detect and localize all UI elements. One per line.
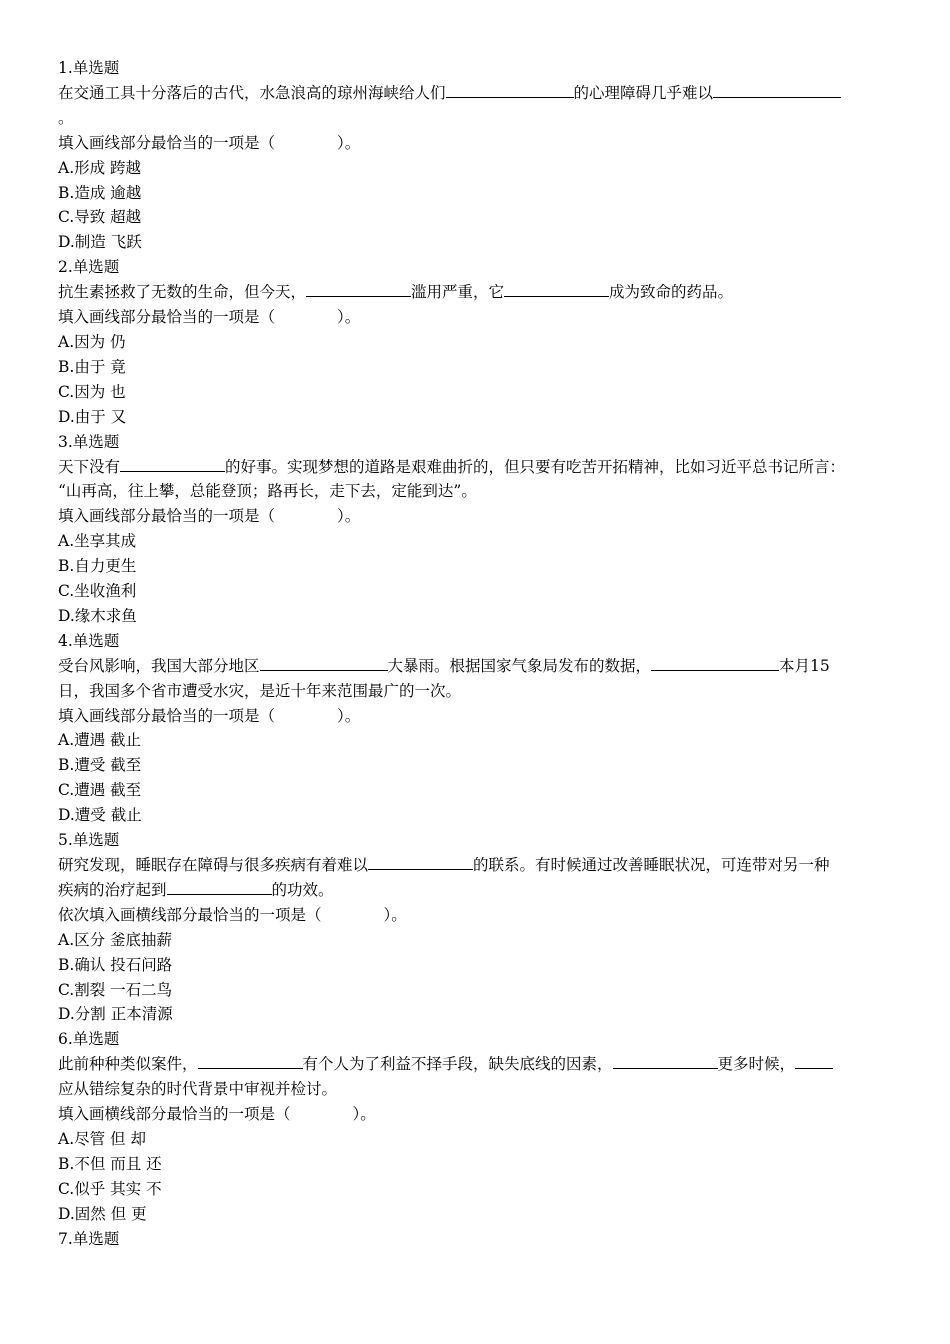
- question-prompt: [58, 504, 898, 529]
- question-6: [58, 1027, 898, 1226]
- option-c: C.割裂 一石二鸟: [58, 980, 173, 999]
- prompt-text: ）。: [337, 507, 361, 526]
- option-a: A.因为 仍: [58, 332, 126, 351]
- stem-text: 抗生素拯救了无数的生命，但今天，: [58, 283, 307, 302]
- option-d: D.固然 但 更: [58, 1204, 147, 1223]
- question-4: [58, 629, 898, 828]
- question-type: 单选题: [72, 432, 120, 451]
- stem-text: 受台风影响，我国大部分地区: [58, 656, 260, 675]
- question-prompt: [58, 1102, 898, 1127]
- stem-text: 的心理障碍几乎难以: [573, 83, 714, 102]
- question-type: 单选题: [72, 59, 120, 77]
- fill-blank: [306, 281, 411, 297]
- question-header: [58, 1227, 898, 1252]
- option-b: B.自力更生: [58, 557, 137, 576]
- stem-text: 研究发现，睡眠存在障碍与很多疾病有着难以: [58, 856, 369, 874]
- prompt-text: ）。: [352, 1105, 376, 1124]
- fill-blank: [368, 854, 473, 870]
- fill-blank: [120, 456, 225, 472]
- option-d: D.缘木求鱼: [58, 606, 137, 625]
- document-page: [58, 56, 898, 1252]
- option-b: B.确认 投石问路: [58, 955, 173, 974]
- fill-blank: [167, 879, 272, 895]
- option-a: A.尽管 但 却: [58, 1129, 146, 1148]
- option-c: C.似乎 其实 不: [58, 1179, 162, 1198]
- stem-text: 在交通工具十分落后的古代，水急浪高的琼州海峡给人们: [58, 83, 446, 102]
- option-a: A.形成 跨越: [58, 158, 142, 177]
- question-header: [58, 56, 898, 81]
- stem-text: 的联系。有时候通过改善睡眠状况，可连带对另一种: [473, 856, 830, 874]
- fill-blank: [504, 281, 609, 297]
- stem-text: 大暴雨。根据国家气象局发布的数据，: [387, 656, 652, 675]
- option-c: C.遭遇 截至: [58, 781, 142, 800]
- stem-text: 日，我国多个省市遭受水灾，是近十年来范围最广的一次。: [58, 681, 462, 700]
- fill-blank: [198, 1053, 303, 1069]
- question-stem-continued: [58, 878, 898, 903]
- prompt-text: 填入画线部分最恰当的一项是（: [58, 507, 276, 526]
- question-5: [58, 828, 898, 1027]
- question-stem: [58, 654, 898, 679]
- prompt-text: 填入画线部分最恰当的一项是（: [58, 133, 276, 152]
- option-b: B.遭受 截至: [58, 756, 142, 775]
- question-number: 3.: [58, 432, 73, 451]
- stem-text: 。: [58, 108, 74, 127]
- prompt-text: 依次填入画横线部分最恰当的一项是（: [58, 905, 322, 924]
- question-header: [58, 1027, 898, 1052]
- question-3: [58, 430, 898, 629]
- question-header: [58, 255, 898, 280]
- prompt-text: 填入画线部分最恰当的一项是（: [58, 308, 276, 327]
- stem-text: 此前种种类似案件，: [58, 1055, 198, 1074]
- question-number: 2.: [58, 258, 73, 277]
- stem-text: 更多时候，: [717, 1055, 796, 1074]
- stem-text: 天下没有: [58, 457, 121, 476]
- stem-text: 疾病的治疗起到: [58, 880, 167, 899]
- question-number: 7.: [58, 1229, 73, 1248]
- stem-text: 滥用严重，它: [411, 283, 505, 302]
- question-type: 单选题: [72, 1030, 120, 1049]
- fill-blank: [713, 82, 841, 98]
- option-b: B.由于 竟: [58, 357, 126, 376]
- question-stem: [58, 1052, 898, 1077]
- question-stem-continued: [58, 479, 898, 504]
- option-a: A.区分 釜底抽薪: [58, 930, 173, 949]
- option-c: C.因为 也: [58, 382, 126, 401]
- stem-text: 有个人为了利益不择手段，缺失底线的因素，: [302, 1055, 613, 1074]
- question-stem-continued: [58, 679, 898, 704]
- option-c: C.坐收渔利: [58, 582, 137, 601]
- prompt-text: 填入画线部分最恰当的一项是（: [58, 706, 276, 725]
- stem-text: 成为致命的药品。: [609, 283, 734, 302]
- question-stem-continued: [58, 1077, 898, 1102]
- question-number: 1.: [58, 59, 73, 77]
- question-stem: [58, 280, 898, 305]
- fill-blank: [795, 1053, 833, 1069]
- option-a: A.坐享其成: [58, 532, 137, 551]
- fill-blank: [446, 82, 574, 98]
- question-type: 单选题: [72, 258, 120, 277]
- question-1: [58, 56, 898, 255]
- question-type: 单选题: [72, 831, 120, 850]
- stem-text: 应从错综复杂的时代背景中审视并检讨。: [58, 1080, 338, 1099]
- question-type: 单选题: [72, 631, 120, 650]
- fill-blank: [260, 655, 388, 671]
- prompt-text: 填入画横线部分最恰当的一项是（: [58, 1105, 291, 1124]
- question-2: [58, 255, 898, 429]
- fill-blank: [613, 1053, 718, 1069]
- stem-text: 的功效。: [271, 880, 334, 899]
- option-a: A.遭遇 截止: [58, 731, 142, 750]
- option-b: B.不但 而且 还: [58, 1154, 162, 1173]
- question-7: [58, 1227, 898, 1252]
- question-header: [58, 629, 898, 654]
- option-c: C.导致 超越: [58, 208, 142, 227]
- stem-text: “山再高，往上攀，总能登顶；路再长，走下去，定能到达”。: [58, 482, 477, 501]
- prompt-text: ）。: [337, 308, 361, 327]
- question-prompt: [58, 305, 898, 330]
- question-stem: [58, 853, 898, 878]
- question-stem-continued: [58, 106, 898, 131]
- question-number: 6.: [58, 1030, 73, 1049]
- prompt-text: ）。: [337, 133, 361, 152]
- question-number: 4.: [58, 631, 73, 650]
- question-prompt: [58, 131, 898, 156]
- fill-blank: [651, 655, 779, 671]
- prompt-text: ）。: [337, 706, 361, 725]
- option-d: D.由于 又: [58, 407, 127, 426]
- question-prompt: [58, 704, 898, 729]
- prompt-text: ）。: [383, 905, 407, 924]
- option-d: D.分割 正本清源: [58, 1005, 173, 1024]
- stem-text: 的好事。实现梦想的道路是艰难曲折的，但只要有吃苦开拓精神，比如习近平总书记所言：: [225, 457, 846, 476]
- question-header: [58, 828, 898, 853]
- question-stem: [58, 81, 898, 106]
- option-d: D.制造 飞跃: [58, 233, 142, 252]
- question-header: [58, 430, 898, 455]
- question-prompt: [58, 903, 898, 928]
- question-number: 5.: [58, 831, 73, 850]
- question-stem: [58, 455, 898, 480]
- option-d: D.遭受 截止: [58, 806, 142, 825]
- stem-text: 本月15: [779, 656, 830, 675]
- question-type: 单选题: [72, 1229, 120, 1248]
- option-b: B.造成 逾越: [58, 183, 142, 202]
